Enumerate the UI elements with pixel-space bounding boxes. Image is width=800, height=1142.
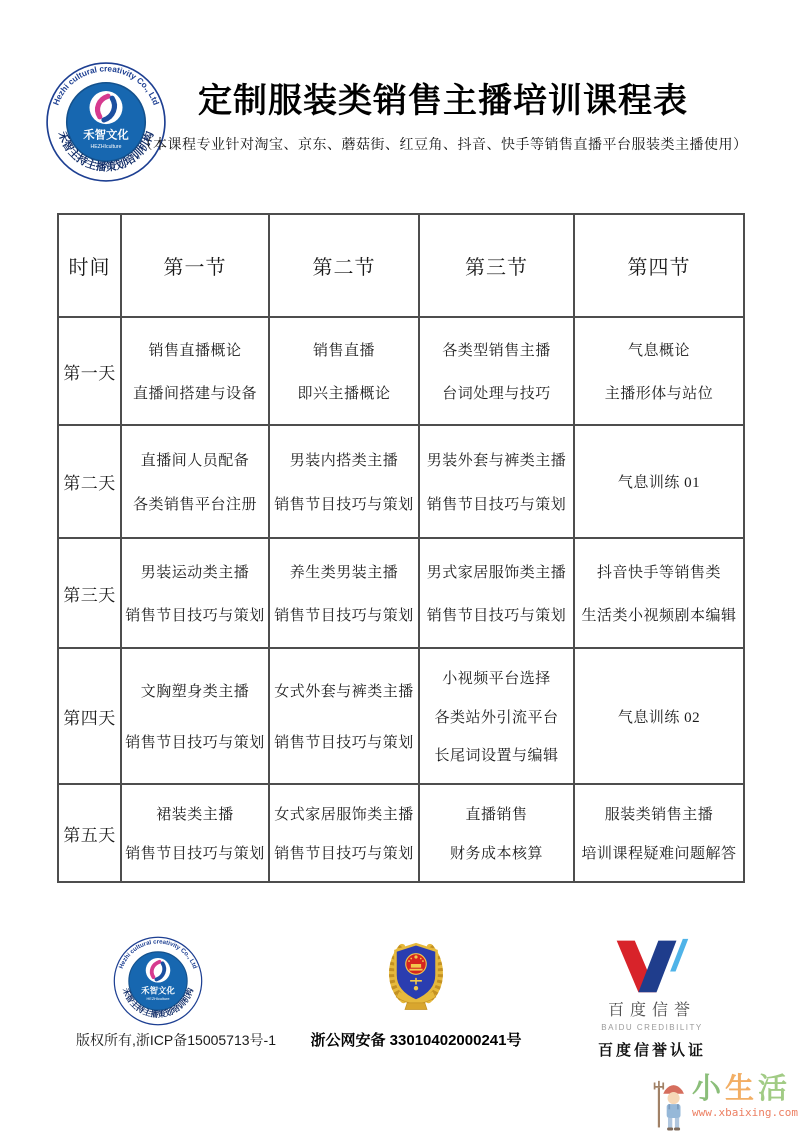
course-cell <box>574 784 744 882</box>
column-header: 第四节 <box>574 214 744 317</box>
course-line: 气息训练 02 <box>617 709 701 726</box>
row-day-label: 第五天 <box>58 784 121 882</box>
course-cell <box>121 538 269 648</box>
column-header: 第三节 <box>419 214 574 317</box>
course-cell <box>574 317 744 425</box>
column-header: 时间 <box>58 214 121 317</box>
table-header-row <box>58 214 744 317</box>
course-line: 即兴主播概论 <box>297 385 391 402</box>
watermark-text <box>692 1074 798 1119</box>
header <box>88 82 798 154</box>
watermark-char: 小 <box>692 1073 726 1105</box>
table-row <box>58 425 744 538</box>
course-cell <box>419 425 574 538</box>
course-line: 女式家居服饰类主播 <box>274 807 414 823</box>
course-cell <box>269 784 419 882</box>
table-row <box>58 317 744 425</box>
course-line: 各类销售平台注册 <box>132 497 257 513</box>
course-cell <box>121 425 269 538</box>
course-table <box>57 213 745 883</box>
column-header: 第一节 <box>121 214 269 317</box>
course-line: 男装内搭类主播 <box>289 453 399 469</box>
course-cell <box>121 648 269 784</box>
course-line: 主播形体与站位 <box>604 385 714 402</box>
course-line: 台词处理与技巧 <box>442 385 551 402</box>
course-line: 男装运动类主播 <box>140 565 250 581</box>
course-cell <box>121 317 269 425</box>
course-cell <box>419 317 574 425</box>
course-line: 销售节目技巧与策划 <box>274 846 414 862</box>
icp-copyright-text: 版权所有,浙ICP备15005713号-1 <box>76 1032 276 1048</box>
course-line: 销售直播概论 <box>148 343 242 360</box>
course-line: 养生类男装主播 <box>289 565 399 581</box>
course-line: 销售节目技巧与策划 <box>274 608 414 624</box>
course-line: 小视频平台选择 <box>442 670 551 687</box>
course-cell <box>419 538 574 648</box>
course-line: 各类站外引流平台 <box>434 709 559 726</box>
course-line: 气息概论 <box>627 343 690 360</box>
baidu-credibility-block <box>560 937 744 1060</box>
course-line: 直播销售 <box>465 807 528 823</box>
course-cell <box>419 648 574 784</box>
baidu-credibility-icon <box>609 937 695 995</box>
watermark-char: 生 <box>725 1073 759 1105</box>
table-row <box>58 538 744 648</box>
course-line: 销售直播 <box>312 343 375 360</box>
table-row <box>58 648 744 784</box>
course-line: 培训课程疑难问题解答 <box>581 846 737 862</box>
police-badge-icon <box>383 932 449 1018</box>
course-cell <box>574 425 744 538</box>
course-line: 男装外套与裤类主播 <box>426 453 567 469</box>
course-cell <box>269 425 419 538</box>
course-line: 抖音快手等销售类 <box>596 565 721 581</box>
course-line: 生活类小视频剧本编辑 <box>581 608 737 624</box>
course-line: 销售节目技巧与策划 <box>426 497 567 513</box>
table-row <box>58 784 744 882</box>
course-line: 各类型销售主播 <box>442 343 551 360</box>
table-header <box>58 214 744 317</box>
site-watermark <box>652 1074 798 1136</box>
course-cell <box>419 784 574 882</box>
course-cell <box>269 538 419 648</box>
hezhi-footer-logo-icon <box>112 935 204 1027</box>
watermark-site-name <box>692 1074 798 1106</box>
page-subtitle: （本课程专业针对淘宝、京东、蘑菇街、红豆角、抖音、快手等销售直播平台服装类主播使用） <box>138 137 748 153</box>
course-line: 销售节目技巧与策划 <box>426 608 567 624</box>
course-cell <box>269 317 419 425</box>
page-title: 定制服装类销售主播培训课程表 <box>198 83 688 120</box>
table-body <box>58 317 744 882</box>
watermark-char: 活 <box>758 1073 792 1105</box>
baidu-credibility-cn: 百度信誉 <box>607 1002 696 1019</box>
farmer-cartoon-icon <box>652 1074 690 1136</box>
course-line: 裙装类主播 <box>156 807 234 823</box>
course-line: 财务成本核算 <box>449 846 543 862</box>
course-cell <box>574 648 744 784</box>
row-day-label: 第一天 <box>58 317 121 425</box>
course-line: 直播间人员配备 <box>140 453 250 469</box>
column-header: 第二节 <box>269 214 419 317</box>
course-line: 销售节目技巧与策划 <box>274 735 414 752</box>
row-day-label: 第三天 <box>58 538 121 648</box>
course-cell <box>574 538 744 648</box>
row-day-label: 第二天 <box>58 425 121 538</box>
course-line: 长尾词设置与编辑 <box>434 748 559 765</box>
course-line: 文胸塑身类主播 <box>140 683 250 700</box>
course-line: 销售节目技巧与策划 <box>125 846 265 862</box>
course-line: 服装类销售主播 <box>604 807 714 823</box>
watermark-url: www.xbaixing.com <box>692 1105 798 1119</box>
course-line: 女式外套与裤类主播 <box>274 683 414 700</box>
baidu-credibility-en: BAIDU CREDIBILITY <box>601 1023 703 1032</box>
course-line: 直播间搭建与设备 <box>132 385 257 402</box>
course-line: 气息训练 01 <box>617 475 701 491</box>
course-line: 销售节目技巧与策划 <box>125 608 265 624</box>
row-day-label: 第四天 <box>58 648 121 784</box>
course-cell <box>269 648 419 784</box>
course-line: 男式家居服饰类主播 <box>426 565 567 581</box>
course-line: 销售节目技巧与策划 <box>274 497 414 513</box>
course-cell <box>121 784 269 882</box>
baidu-cert-label: 百度信誉认证 <box>597 1042 706 1059</box>
police-filing-text: 浙公网安备 33010402000241号 <box>310 1032 522 1049</box>
course-line: 销售节目技巧与策划 <box>125 735 265 752</box>
